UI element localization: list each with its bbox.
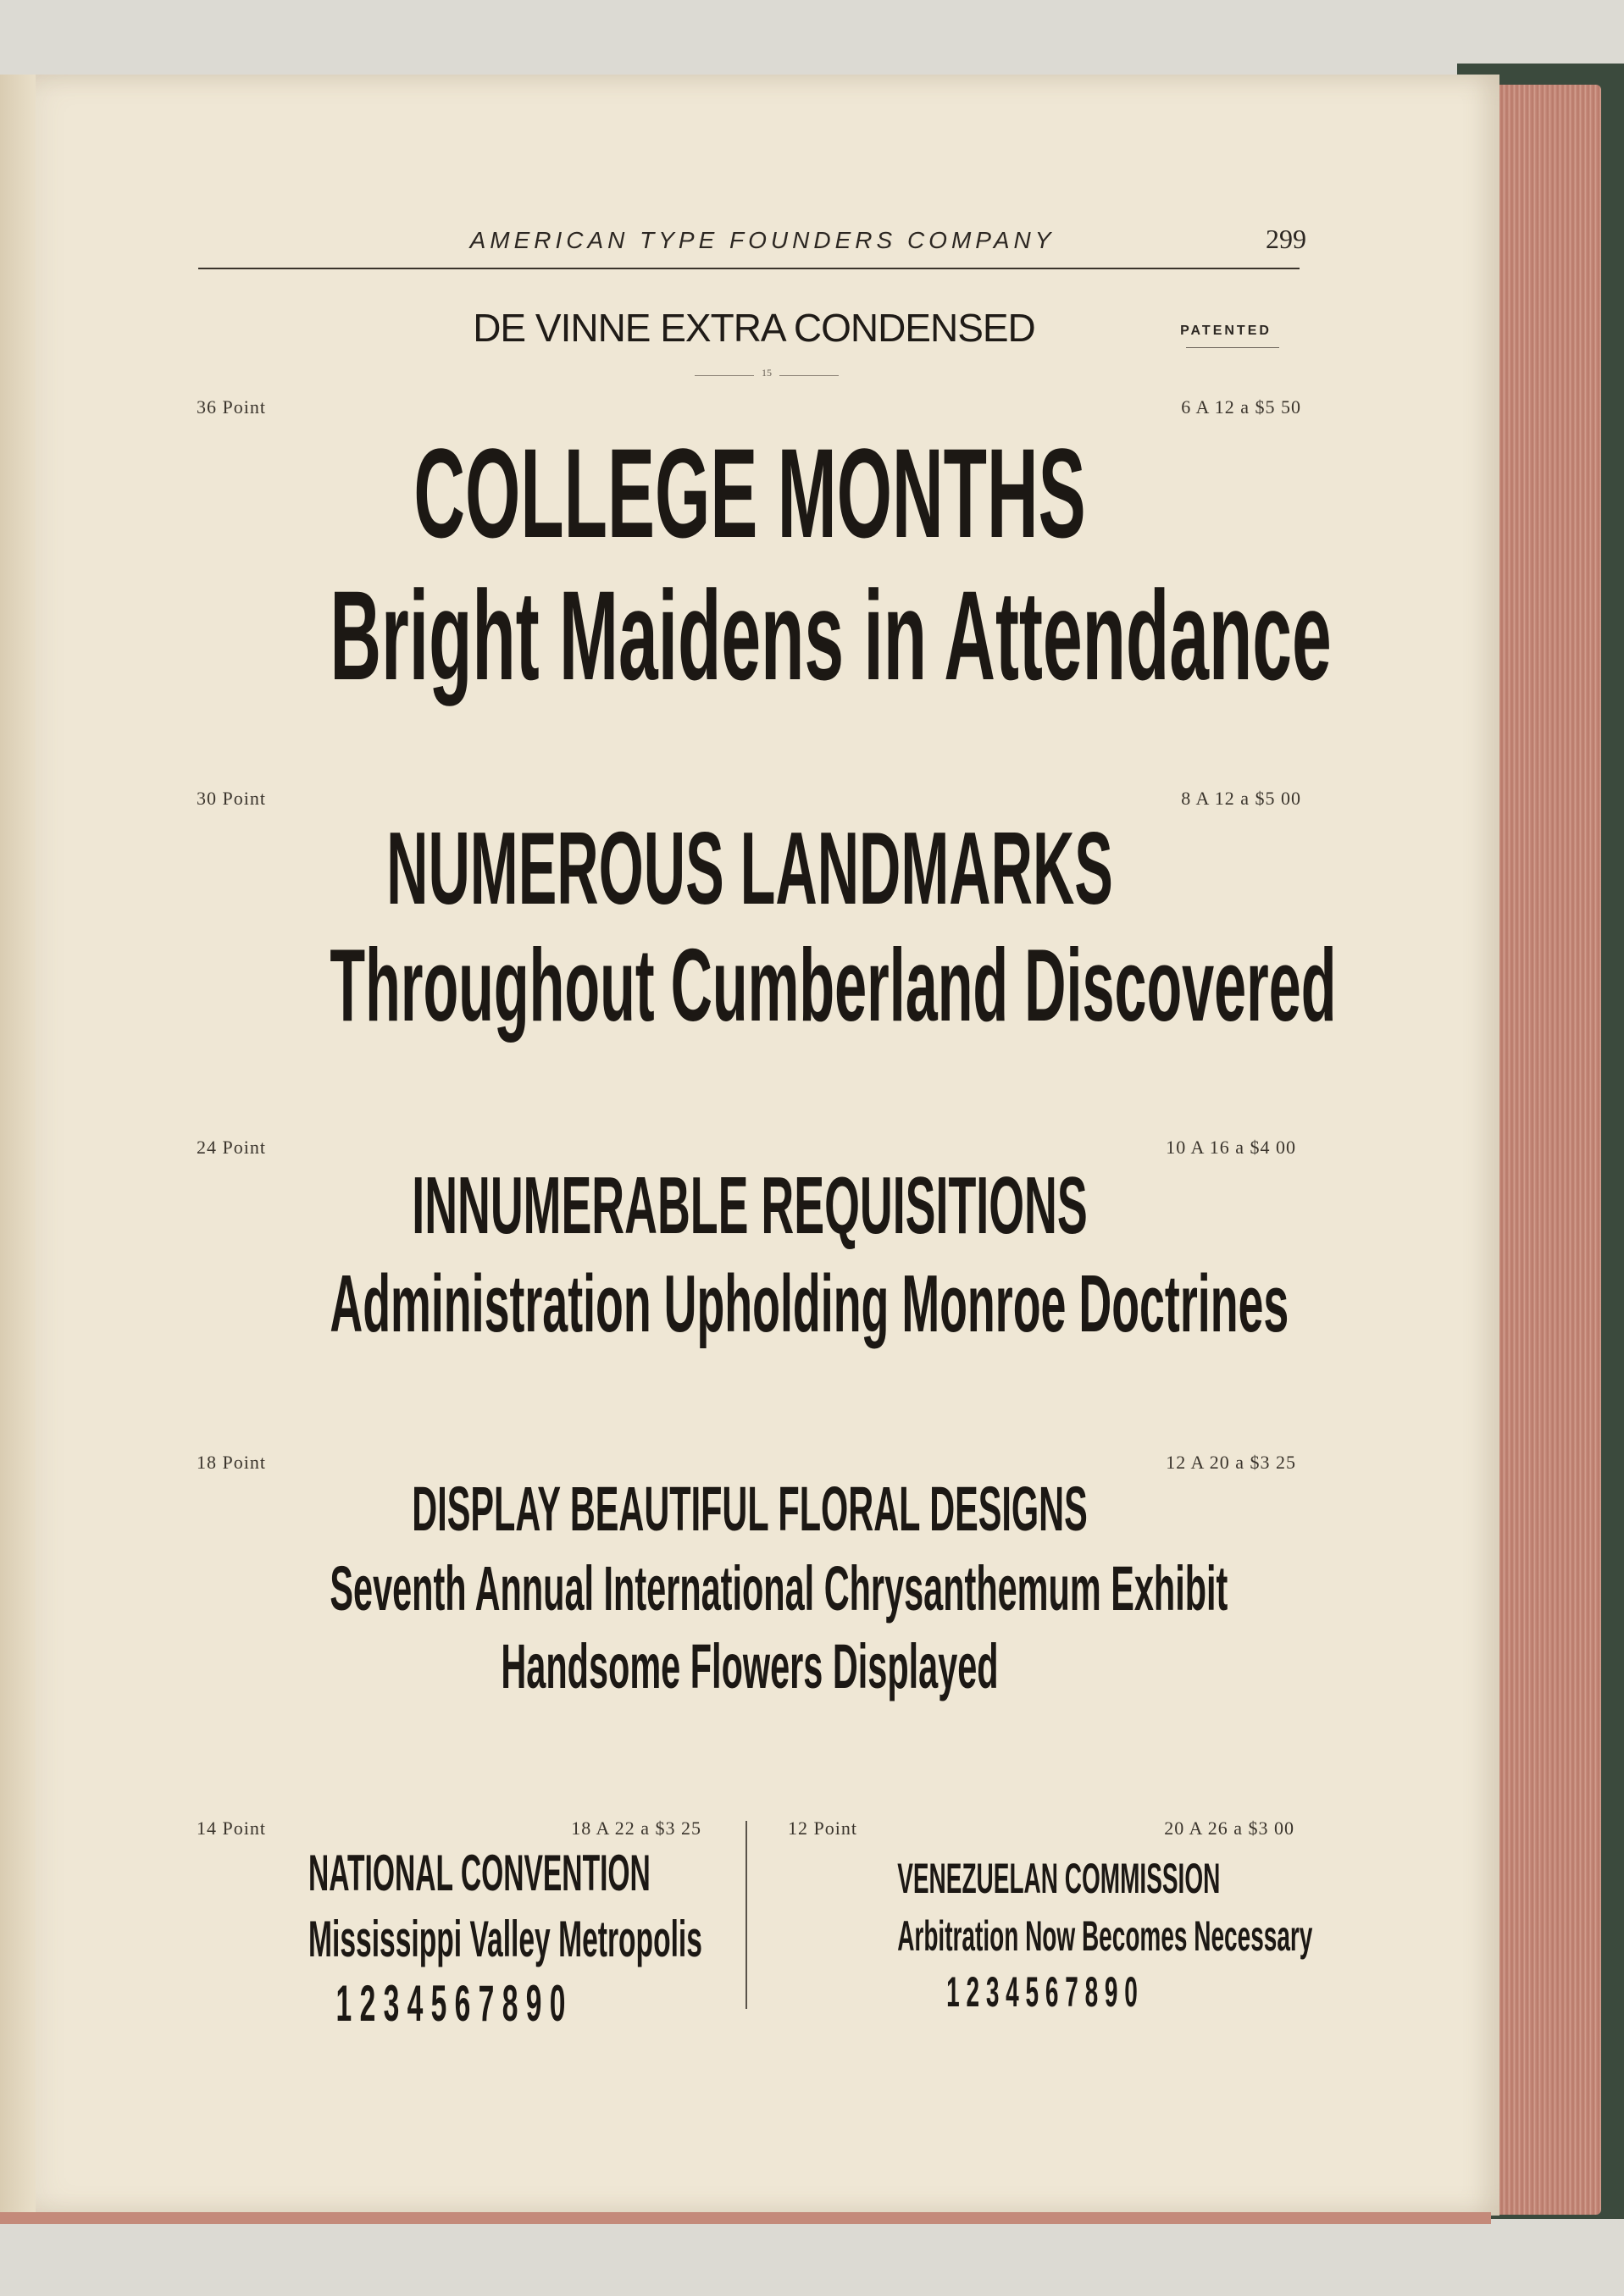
specimen-line: Administration Upholding Monroe Doctrines [330,1259,1289,1349]
specimen-line: 1 2 3 4 5 6 7 8 9 0 [335,1975,566,2032]
size-label: 14 Point [197,1817,266,1839]
font-spec: 6 A 12 a $5 50 [1181,396,1301,418]
font-spec: 12 A 20 a $3 25 [1166,1452,1296,1473]
specimen-line: NATIONAL CONVENTION [308,1845,651,1901]
size-label: 24 Point [197,1137,266,1158]
font-spec: 10 A 16 a $4 00 [1166,1137,1296,1158]
page-number: 299 [1266,224,1306,254]
specimen-line: DISPLAY BEAUTIFUL FLORAL DESIGNS [412,1474,1088,1544]
font-spec: 8 A 12 a $5 00 [1181,788,1301,809]
specimen-line: NUMEROUS LANDMARKS [386,811,1113,926]
specimen-line: COLLEGE MONTHS [413,422,1086,564]
column-divider [745,1821,747,2009]
specimen-line: Seventh Annual International Chrysanthemum Exhibit [330,1553,1228,1624]
specimen-line: Bright Maidens in Attendance [330,564,1332,706]
specimen-line: 1 2 3 4 5 6 7 8 9 0 [946,1968,1138,2016]
ornament-mark: 15 [754,367,779,379]
header-rule [198,268,1300,269]
facing-page-edge [0,75,36,2216]
specimen-line: Handsome Flowers Displayed [501,1631,999,1701]
running-head: AMERICAN TYPE FOUNDERS COMPANY [469,227,1056,253]
font-spec: 20 A 26 a $3 00 [1164,1817,1294,1839]
page-bottom-edge [0,2212,1491,2224]
size-label: 36 Point [197,396,266,418]
font-spec: 18 A 22 a $3 25 [571,1817,701,1839]
size-label: 18 Point [197,1452,266,1473]
size-label: 12 Point [788,1817,857,1839]
specimen-line: Throughout Cumberland Discovered [330,927,1337,1043]
specimen-line: INNUMERABLE REQUISITIONS [412,1160,1088,1251]
specimen-line: Arbitration Now Becomes Necessary [897,1912,1313,1960]
specimen-line: VENEZUELAN COMMISSION [897,1855,1221,1902]
size-label: 30 Point [197,788,266,809]
patent-rule [1186,347,1279,348]
specimen-line: Mississippi Valley Metropolis [308,1911,702,1967]
patent-note: PATENTED [1180,324,1272,338]
typeface-title: DE VINNE EXTRA CONDENSED [473,306,1035,350]
